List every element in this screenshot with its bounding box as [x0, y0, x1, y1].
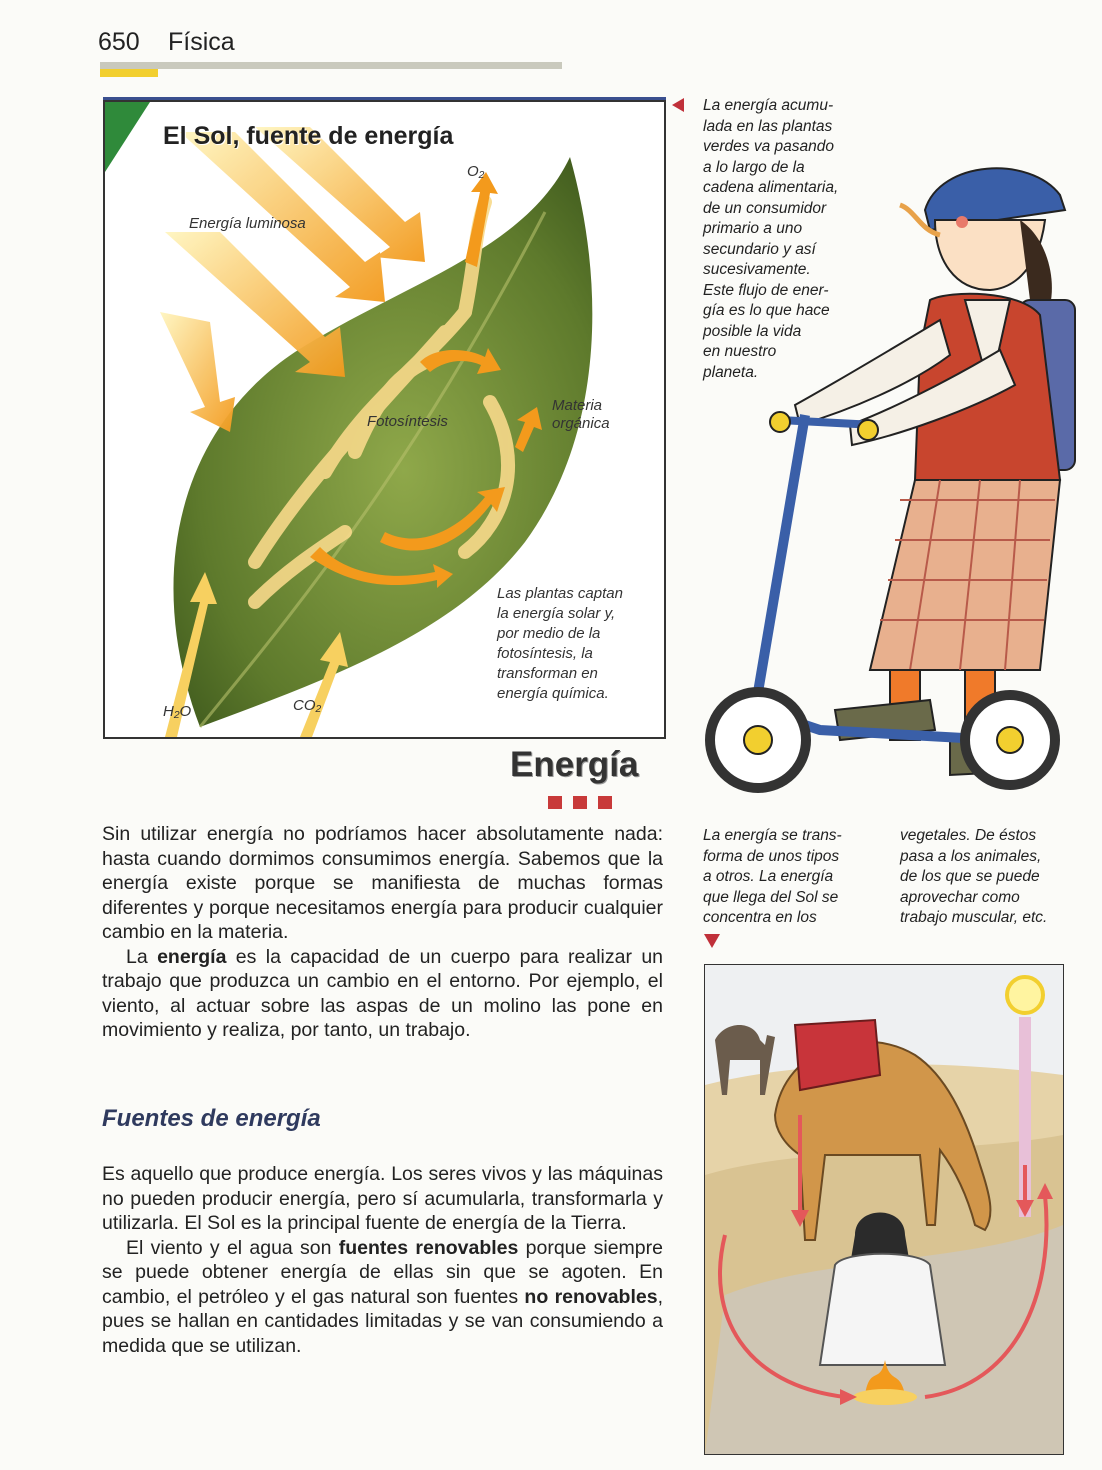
- bold-term: no renovables: [524, 1285, 658, 1308]
- photosynthesis-diagram: [103, 100, 666, 739]
- o2-label: O₂: [467, 163, 485, 180]
- organic-matter-label-1: Materia: [552, 397, 603, 414]
- page-number: 650: [98, 28, 140, 56]
- header-accent-bar: [100, 69, 158, 77]
- paragraph: El viento y el agua son fuentes renovables porque siempre se puede obtener energía de ellas sin que se agoten. En cambio, el petróleo y el gas natural son fuentes no renovables, pues se hallan en cantidades limitadas y se van consumiendo a medida que se utilizan.: [102, 1236, 663, 1357]
- heading-ornament-square: [598, 796, 612, 809]
- co2-label: CO₂: [293, 697, 322, 714]
- scooter-girl-illustration: [700, 150, 1080, 800]
- camel-scene: [705, 965, 1063, 1454]
- bold-term: fuentes renovables: [338, 1236, 519, 1259]
- diagram-caption: Las plantas captan la energía solar y, por medio de la fotosíntesis, la transforman en energía química.: [497, 585, 623, 702]
- heading-ornament-square: [573, 796, 587, 809]
- diagram-title: El Sol, fuente de energía: [163, 122, 454, 150]
- heading-ornament-square: [548, 796, 562, 809]
- organic-matter-label-2: orgánica: [552, 415, 610, 432]
- corner-triangle: [105, 102, 150, 172]
- intro-text: [102, 822, 663, 1043]
- desert-illustration: [704, 964, 1064, 1455]
- caption-column-2: vegetales. De éstos pasa a los animales, de los que se puede aprovechar como trabajo muscular, etc.: [900, 827, 1048, 926]
- sources-text: [102, 1162, 663, 1358]
- photosynthesis-label: Fotosíntesis: [367, 413, 448, 430]
- bold-term: energía: [157, 945, 227, 968]
- paragraph: Sin utilizar energía no podríamos hacer absolutamente nada: hasta cuando dormimos consumimos energía. Sabemos que la energía existe porque se manifiesta de muchas formas diferentes y porque necesitamos energía para producir cualquier cambio en la materia.: [102, 823, 663, 943]
- pointer-down-icon: [704, 934, 720, 948]
- paragraph: Es aquello que produce energía. Los seres vivos y las máquinas no pueden producir energía, pero sí acumularla, transformarla y utilizarla. El Sol es la principal fuente de energía de la Tierra.: [102, 1163, 663, 1234]
- section-title: Física: [168, 28, 235, 56]
- pointer-left-icon: [672, 98, 684, 112]
- side-note: La energía acumu- lada en las plantas verdes va pasando a lo largo de la cadena alimentaria, de un consumidor primario a uno secundario y así sucesivamente. Este flujo de ener- gía es lo que hace posible la vida en nuestro planeta.: [703, 97, 839, 381]
- caption-column-1: La energía se trans- forma de unos tipos a otros. La energía que llega del Sol se concentra en los: [703, 827, 842, 926]
- header-rule: [100, 62, 562, 69]
- subheading: Fuentes de energía: [102, 1105, 321, 1132]
- h2o-label: H₂O: [163, 703, 192, 720]
- section-heading: Energía: [510, 745, 639, 784]
- paragraph: La energía es la capacidad de un cuerpo para realizar un trabajo que produzca un cambio en el entorno. Por ejemplo, el viento, al actuar sobre las aspas de un molino las pone en movimiento y realiza, por tanto, un trabajo.: [102, 945, 664, 1041]
- light-energy-label: Energía luminosa: [189, 215, 306, 232]
